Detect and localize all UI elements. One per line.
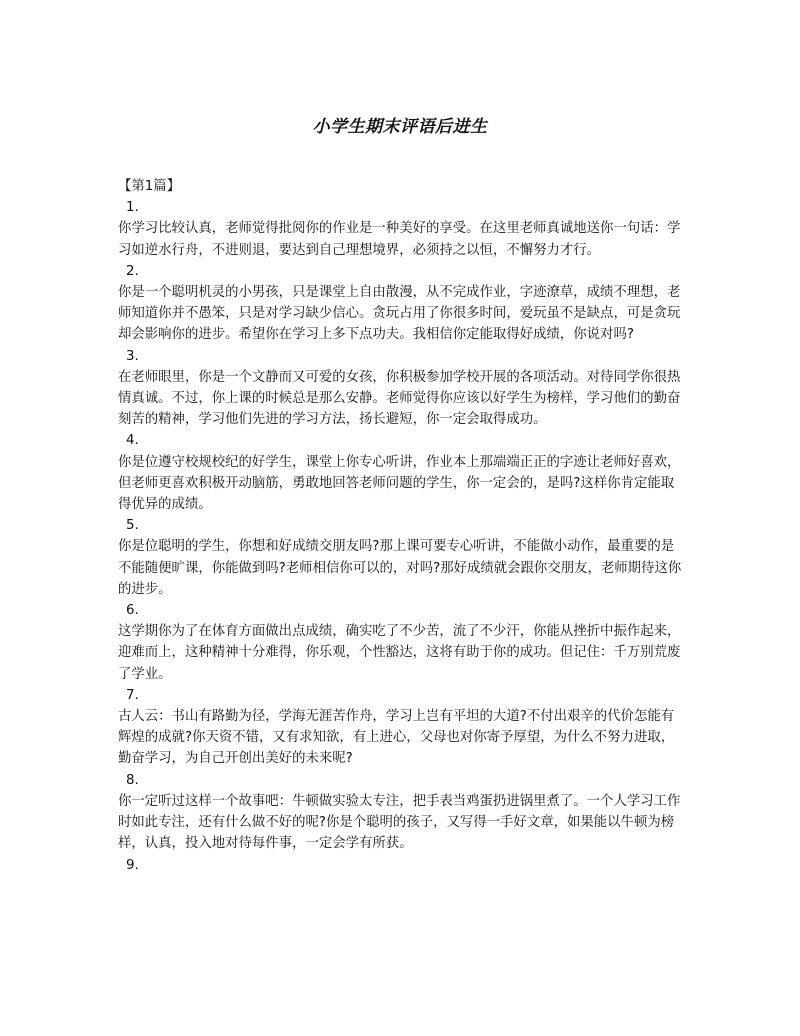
section-label: 【第1篇】 [118,179,181,194]
item-number: 6. [126,603,139,619]
item-number: 9. [126,857,139,873]
comment-item [118,261,686,346]
comment-item [118,855,686,876]
item-number: 4. [126,433,139,449]
item-number: 7. [126,687,139,703]
item-text: 你是位遵守校规校纪的好学生，课堂上你专心听讲，作业本上那端端正正的字迹让老师好喜欢，但老师更喜欢积极开动脑筋，勇敢地回答老师问题的学生，你一定会的，是吗?这样你肯定能取得优异的成绩。 [118,454,681,513]
comment-item [118,430,686,515]
document-title: 小学生期末评语后进生 [312,117,488,137]
item-number: 2. [126,263,139,279]
item-text: 古人云：书山有路勤为径，学海无涯苦作舟，学习上岂有平坦的大道?不付出艰辛的代价怎能有辉煌的成就?你天资不错，又有求知欲，有上进心，父母也对你寄予厚望，为什么不努力进取，勤奋学习，为自己开创出美好的未来呢? [118,709,675,767]
item-text: 你是位聪明的学生，你想和好成绩交朋友吗?那上课可要专心听讲，不能做小动作，最重要的是不能随便旷课，你能做到吗?老师相信你可以的，对吗?那好成绩就会跟你交朋友，老师期待这你的进步。 [118,539,682,597]
comment-item [118,600,686,685]
item-text: 你是一个聪明机灵的小男孩，只是课堂上自由散漫，从不完成作业，字迹潦草，成绩不理想，老师知道你并不愚笨，只是对学习缺少信心。贪玩占用了你很多时间，爱玩虽不是缺点，可是贪玩却会影响你的进步。希望你在学习上多下点功夫。我相信你定能取得好成绩，你说对吗? [118,285,681,343]
comment-item [118,685,686,770]
comment-item [118,515,686,600]
document-body [118,176,686,876]
item-text: 你一定听过这样一个故事吧：牛顿做实验太专注，把手表当鸡蛋扔进锅里煮了。一个人学习工作时如此专注，还有什么做不好的呢?你是个聪明的孩子，又写得一手好文章，如果能以牛顿为榜样，认真，投入地对待每件事，一定会学有所获。 [118,793,681,852]
item-number: 8. [126,772,139,788]
item-number: 5. [126,518,139,534]
item-text: 你学习比较认真，老师觉得批阅你的作业是一种美好的享受。在这里老师真诚地送你一句话：学习如逆水行舟，不进则退，要达到自己理想境界，必须持之以恒，不懈努力才行。 [118,221,681,258]
item-number: 1. [126,200,139,216]
item-text: 这学期你为了在体育方面做出点成绩，确实吃了不少苦，流了不少汗，你能从挫折中振作起来，迎难而上，这种精神十分难得，你乐观，个性豁达，这将有助于你的成功。但记住：千万别荒废了学业。 [118,624,681,682]
comment-item [118,346,686,431]
comment-item [118,197,686,261]
item-number: 3. [126,348,139,364]
comment-item [118,770,686,855]
item-text: 在老师眼里，你是一个文静而又可爱的女孩，你积极参加学校开展的各项活动。对待同学你很热情真诚。不过，你上课的时候总是那么安静。老师觉得你应该以好学生为榜样，学习他们的勤奋刻苦的精神，学习他们先进的学习方法，扬长避短，你一定会取得成功。 [118,369,681,428]
